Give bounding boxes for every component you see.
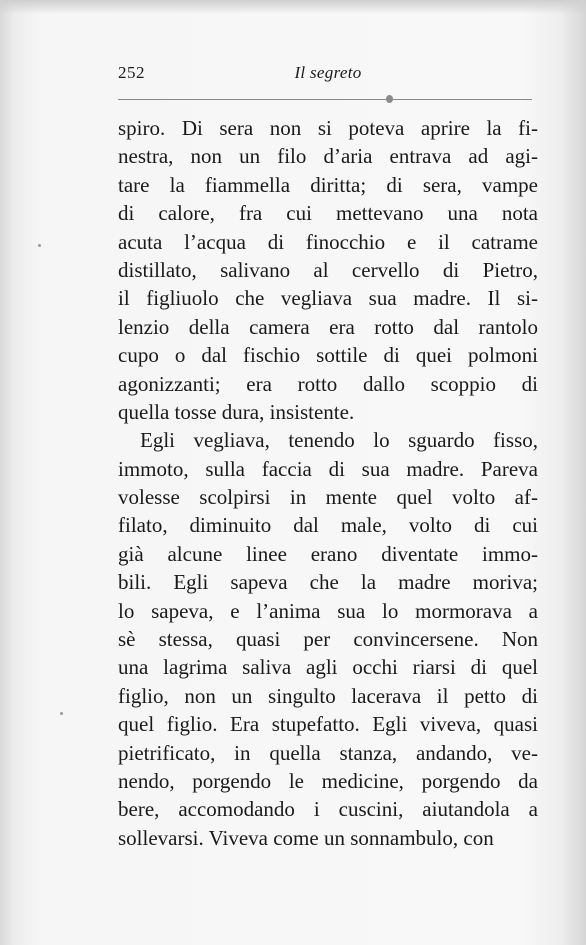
paper-speck	[60, 712, 63, 715]
paper-speck	[38, 244, 41, 247]
text-line: agonizzanti; era rotto dallo scoppio di	[118, 371, 538, 396]
text-line: nestra, non un filo d’aria entrava ad agi-	[118, 144, 538, 169]
page-header	[118, 63, 538, 87]
page-number: 252	[118, 63, 145, 82]
text-line: cupo o dal fischio sottile di quei polmoni	[118, 343, 538, 368]
text-line: sollevarsi. Viveva come un sonnambulo, con	[118, 825, 494, 850]
text-line: lenzio della camera era rotto dal rantolo	[118, 314, 538, 339]
text-line: bere, accomodando i cuscini, aiutandola a	[118, 797, 538, 822]
paragraph	[118, 426, 538, 852]
text-line: tare la fiammella diritta; di sera, vampe	[118, 172, 538, 197]
page-edge-shadow	[0, 0, 586, 14]
text-line: spiro. Di sera non si poteva aprire la fi-	[118, 116, 538, 140]
text-line: sè stessa, quasi per convincersene. Non	[118, 627, 538, 652]
text-line: pietrificato, in quella stanza, andando, ve-	[118, 740, 538, 765]
rule-ornament	[386, 95, 393, 103]
header-rule	[118, 99, 532, 100]
text-line: di calore, fra cui mettevano una nota	[118, 201, 538, 226]
text-line: volesse scolpirsi in mente quel volto af-	[118, 485, 538, 510]
text-line: bili. Egli sapeva che la madre moriva;	[118, 570, 538, 595]
text-line: immoto, sulla faccia di sua madre. Pareva	[118, 456, 538, 481]
body-text	[118, 114, 538, 852]
text-line: nendo, porgendo le medicine, porgendo da	[118, 768, 538, 793]
text-line: filato, diminuito dal male, volto di cui	[118, 513, 538, 538]
text-line: già alcune linee erano diventate immo-	[118, 541, 538, 566]
text-line: figlio, non un singulto lacerava il petto di	[118, 683, 538, 708]
text-line: lo sapeva, e l’anima sua lo mormorava a	[118, 598, 538, 623]
text-line: acuta l’acqua di finocchio e il catrame	[118, 229, 538, 254]
paragraph	[118, 114, 538, 426]
text-line: quella tosse dura, insistente.	[118, 399, 355, 424]
text-line: distillato, salivano al cervello di Pietro,	[118, 257, 538, 282]
text-line: il figliuolo che vegliava sua madre. Il si-	[118, 286, 538, 311]
text-line: quel figlio. Era stupefatto. Egli viveva, quasi	[118, 712, 538, 737]
text-line: una lagrima saliva agli occhi riarsi di quel	[118, 655, 538, 680]
running-head: Il segreto	[294, 63, 362, 82]
text-line: Egli vegliava, tenendo lo sguardo fisso,	[140, 428, 538, 453]
